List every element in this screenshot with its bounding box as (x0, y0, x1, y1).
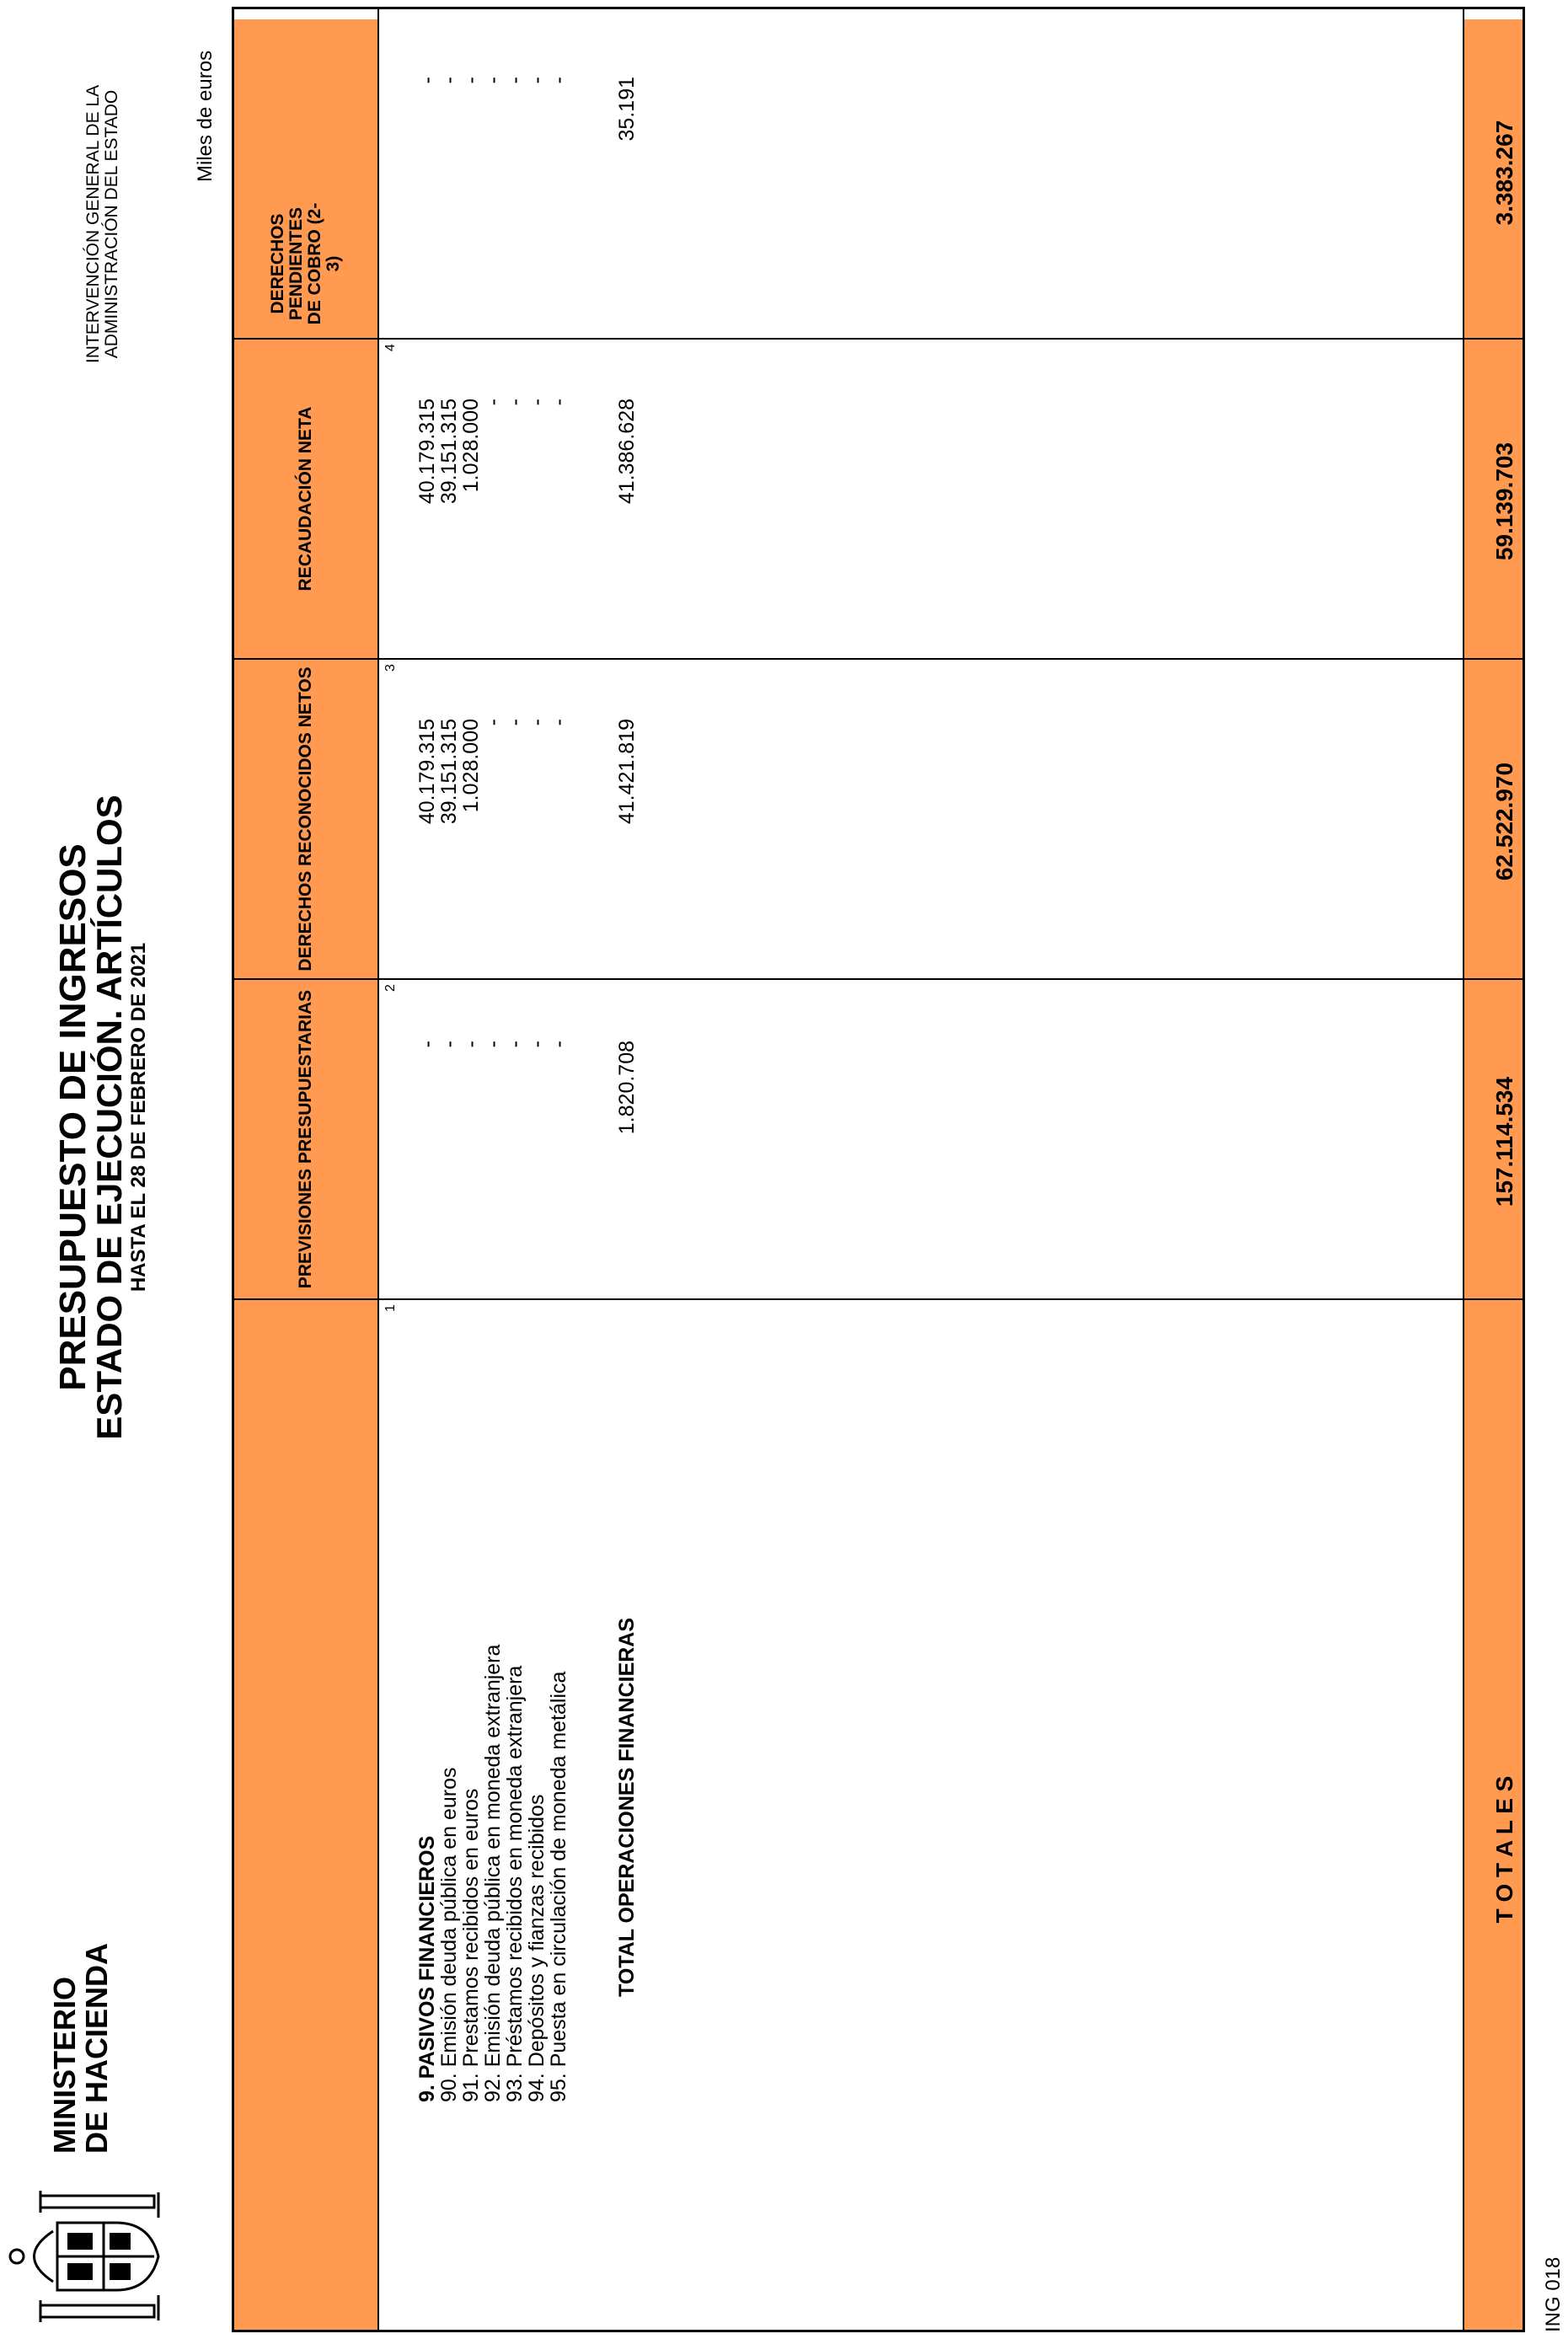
table-row-label: 92. Emisión deuda pública en moneda extranjera (481, 1644, 505, 2102)
subtotal-cell: 35.191 (615, 77, 639, 142)
agency-line-2: ADMINISTRACIÓN DEL ESTADO (102, 89, 121, 359)
column-header-previsiones: PREVISIONES PRESUPUESTARIAS (296, 989, 315, 1289)
column-header-recaudacion: RECAUDACIÓN NETA (296, 406, 315, 591)
table-row-label: 91. Prestamos recibidos en euros (459, 1788, 483, 2102)
title-line-1: PRESUPUESTO DE INGRESOS (52, 843, 94, 1391)
totals-label: T O T A L E S (1491, 1775, 1517, 1924)
table-cell: - (481, 719, 505, 726)
subtotal-cell: 41.386.628 (615, 399, 639, 505)
table-cell: 39.151.315 (437, 719, 461, 825)
table-cell: - (503, 719, 527, 726)
column-number: 1 (383, 1304, 398, 1312)
table-row-label: 90. Emisión deuda pública en euros (437, 1767, 461, 2102)
totals-cell: 3.383.267 (1491, 120, 1517, 226)
table-cell: - (525, 399, 549, 406)
table-cell: 1.028.000 (459, 399, 483, 493)
table-cell: - (459, 77, 483, 84)
column-number: 4 (383, 344, 398, 351)
subtotal-label: TOTAL OPERACIONES FINANCIERAS (615, 1617, 639, 1997)
table-cell: 40.179.315 (415, 719, 439, 825)
agency-line-1: INTERVENCIÓN GENERAL DE LA (83, 84, 103, 364)
column-divider (234, 658, 1523, 660)
table-cell: - (547, 77, 570, 84)
totals-cell: 62.522.970 (1491, 762, 1517, 881)
table-cell: - (525, 1041, 549, 1048)
table-cell: - (459, 1041, 483, 1048)
column-number: 2 (383, 984, 398, 992)
column-number: 3 (383, 664, 398, 672)
table-cell: 1.028.000 (459, 719, 483, 813)
column-header-derechos-reconocidos: DERECHOS RECONOCIDOS NETOS (296, 666, 315, 971)
table-row-label: 94. Depósitos y fianzas recibidos (525, 1794, 549, 2102)
table-cell: - (525, 77, 549, 84)
column-divider (234, 338, 1523, 340)
column-header-pendientes: DERECHOS PENDIENTES DE COBRO (2-3) (268, 202, 343, 325)
table-cell: - (481, 399, 505, 406)
agency-name (84, 39, 121, 409)
table-cell: - (437, 1041, 461, 1048)
ministry-name (49, 1943, 113, 2154)
coat-of-arms-icon (7, 2189, 167, 2324)
ministry-line-2: DE HACIENDA (79, 1942, 114, 2154)
table-cell: - (503, 77, 527, 84)
budget-table (232, 7, 1525, 2332)
form-code: ING 018 (1542, 2256, 1565, 2332)
title-line-3: HASTA EL 28 DE FEBRERO DE 2021 (127, 942, 150, 1293)
table-cell: - (547, 719, 570, 726)
ministry-line-1: MINISTERIO (47, 1976, 82, 2154)
column-divider (234, 978, 1523, 980)
report-title (52, 780, 151, 1454)
table-cell: - (525, 719, 549, 726)
subtotal-cell: 41.421.819 (615, 719, 639, 825)
table-cell: - (415, 77, 439, 84)
table-cell: - (481, 1041, 505, 1048)
column-divider (234, 1298, 1523, 1300)
table-cell: - (547, 399, 570, 406)
table-row-label: 93. Préstamos recibidos en moneda extranjera (503, 1665, 527, 2102)
title-line-2: ESTADO DE EJECUCIÓN. ARTÍCULOS (89, 795, 129, 1440)
table-cell: - (503, 1041, 527, 1048)
totals-divider (1463, 9, 1464, 2330)
header-divider (377, 9, 379, 2330)
totals-cell: 59.139.703 (1491, 442, 1517, 561)
totals-cell: 157.114.534 (1491, 1076, 1517, 1207)
subtotal-cell: 1.820.708 (615, 1041, 639, 1135)
table-cell: - (503, 399, 527, 406)
table-cell: - (481, 77, 505, 84)
table-cell: - (415, 1041, 439, 1048)
table-row-label: 9. PASIVOS FINANCIEROS (415, 1835, 439, 2102)
table-cell: 40.179.315 (415, 399, 439, 505)
table-row-label: 95. Puesta en circulación de moneda metálica (547, 1671, 570, 2102)
table-cell: - (547, 1041, 570, 1048)
table-cell: 39.151.315 (437, 399, 461, 505)
units-label: Miles de euros (194, 50, 217, 182)
table-cell: - (437, 77, 461, 84)
